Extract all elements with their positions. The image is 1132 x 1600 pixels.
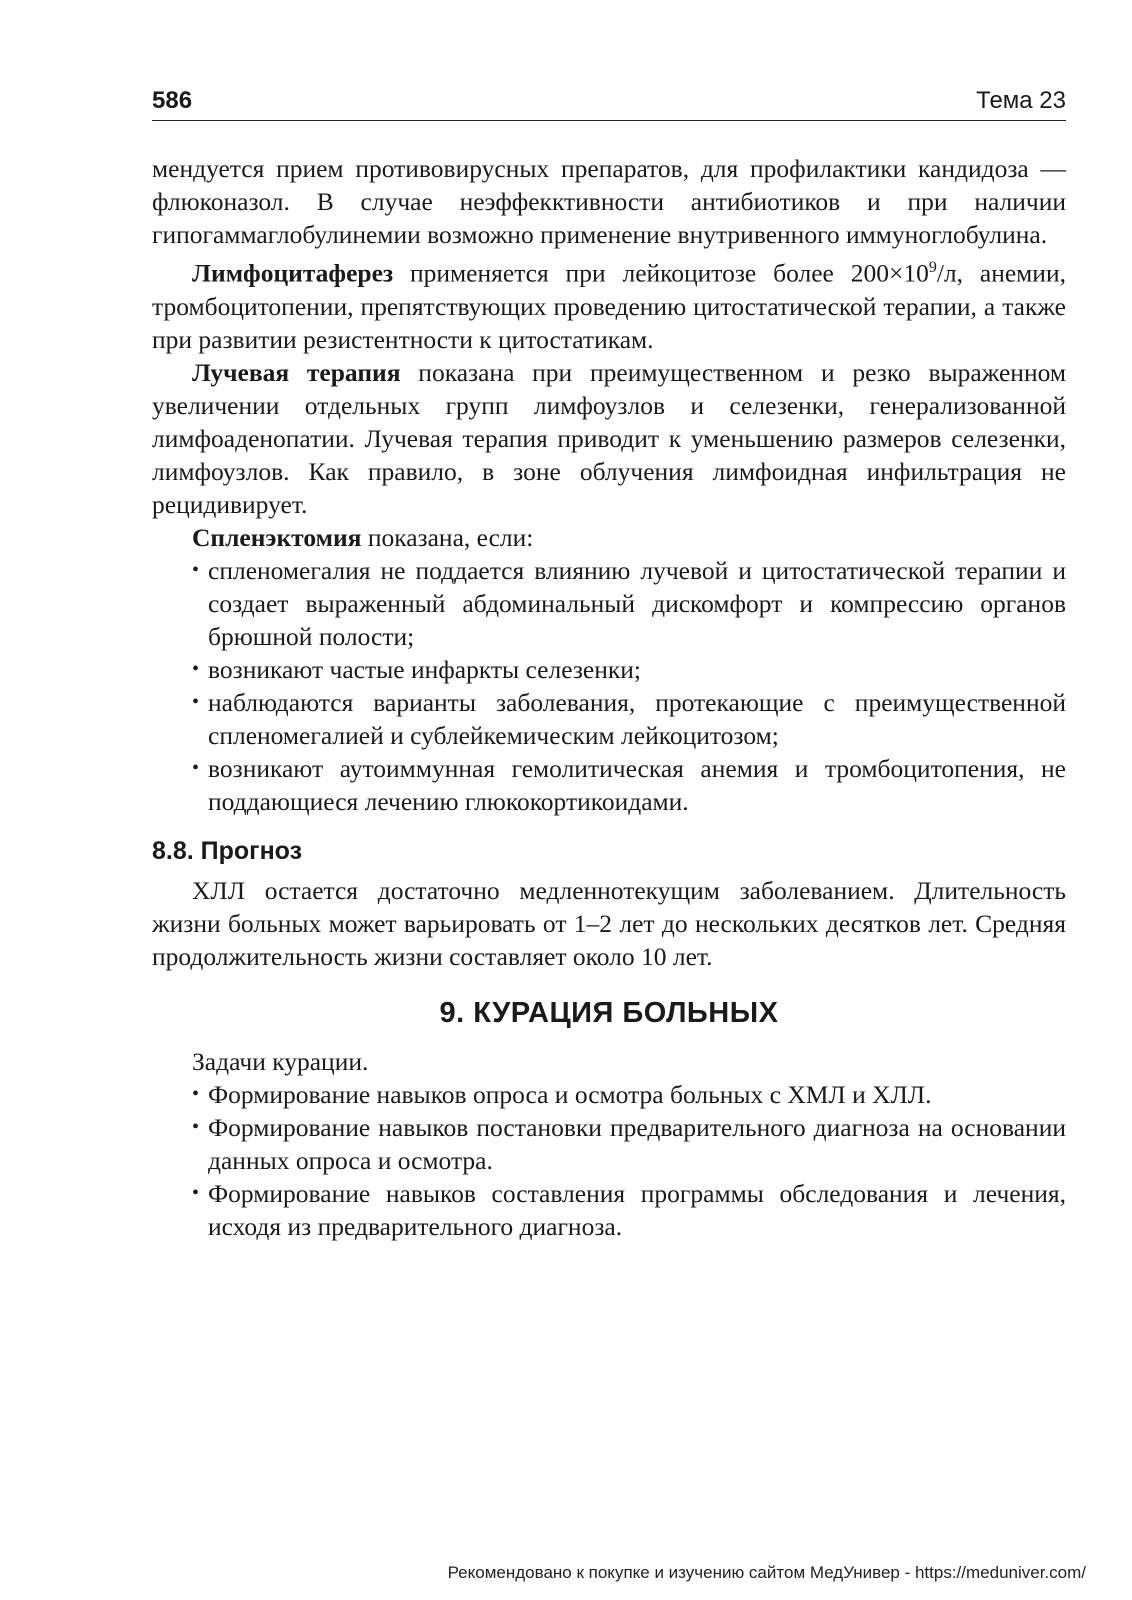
bullet-icon: • <box>192 690 200 713</box>
curation-intro: Задачи курации. <box>192 1046 369 1076</box>
lymphocytapheresis-term: Лимфоцитаферез <box>192 258 394 288</box>
list-item-text: возникают аутоиммунная гемолитическая анемия и тромбоцитопения, не поддающиеся лечению глюкокортикоидами. <box>208 753 1066 816</box>
curation-tasks-list <box>152 1078 1066 1243</box>
bullet-icon: • <box>192 756 200 779</box>
bullet-icon: • <box>192 558 200 581</box>
list-item-text: спленомегалия не поддается влиянию лучевой и цитостатической терапии и создает выраженный абдоминальный дискомфорт и компрессию органов брюшной полости; <box>208 555 1066 651</box>
lymphocytapheresis-paragraph <box>152 251 1066 356</box>
bullet-icon: • <box>192 1082 200 1105</box>
chapter-heading: 9. КУРАЦИЯ БОЛЬНЫХ <box>439 996 779 1029</box>
splenectomy-text: показана, если: <box>361 522 534 552</box>
lymphocytapheresis-text-b: /л, анемии, тромбоцитопении, препятствующих проведению цитостатической терапии, а также при развитии резистентности к цитостатикам. <box>152 258 1066 354</box>
list-item <box>192 1177 1066 1243</box>
running-head <box>152 86 1066 121</box>
lymphocytapheresis-exponent: 9 <box>928 259 937 276</box>
page-number: 586 <box>152 87 193 114</box>
splenectomy-indications-list <box>152 554 1066 818</box>
list-item-text: возникают частые инфаркты селезенки; <box>208 654 642 684</box>
list-item <box>192 554 1066 653</box>
body-text <box>152 152 1066 1243</box>
continuation-paragraph: мендуется прием противовирусных препаратов, для профилактики кандидоза — флюконазол. В случае неэффекктивности антибиотиков и при наличии гипогаммаглобулинемии возможно применение внутривенного иммуноглобулина. <box>152 154 1066 249</box>
list-item <box>192 686 1066 752</box>
bullet-icon: • <box>192 657 200 680</box>
radiotherapy-paragraph <box>152 356 1066 521</box>
bullet-icon: • <box>192 1115 200 1138</box>
radiotherapy-term: Лучевая терапия <box>192 357 401 387</box>
list-item-text: Формирование навыков составления программы обследования и лечения, исходя из предварительного диагноза. <box>208 1178 1066 1241</box>
radiotherapy-text: показана при преимущественном и резко выраженном увеличении отдельных групп лимфоузлов и селезенки, генерализованной лимфоаденопатии. Лучевая терапия приводит к уменьшению размеров селезенки, лимфоузлов. Как правило, в зоне облучения лимфоидная инфильтрация не рецидивирует. <box>152 357 1066 519</box>
list-item <box>192 653 1066 686</box>
theme-label: Тема 23 <box>976 87 1066 114</box>
list-item-text: наблюдаются варианты заболевания, протекающие с преимущественной спленомегалией и сублейкемическим лейкоцитозом; <box>208 687 1066 750</box>
prognosis-heading: 8.8. Прогноз <box>152 836 303 865</box>
bullet-icon: • <box>192 1181 200 1204</box>
list-item-text: Формирование навыков постановки предварительного диагноза на основании данных опроса и осмотра. <box>208 1112 1066 1175</box>
prognosis-paragraph: ХЛЛ остается достаточно медленнотекущим заболеванием. Длительность жизни больных может варьировать от 1–2 лет до нескольких десятков лет. Средняя продолжительность жизни составляет около 10 лет. <box>152 875 1066 971</box>
list-item <box>192 752 1066 818</box>
list-item <box>192 1078 1066 1111</box>
lymphocytapheresis-text-a: применяется при лейкоцитозе более 200×10 <box>393 258 929 288</box>
list-item-text: Формирование навыков опроса и осмотра больных с ХМЛ и ХЛЛ. <box>208 1079 932 1109</box>
list-item <box>192 1111 1066 1177</box>
splenectomy-term: Спленэктомия <box>192 522 362 552</box>
splenectomy-paragraph <box>152 521 1066 554</box>
footer-note: Рекомендовано к покупке и изучению сайтом МедУнивер - https://meduniver.com/ <box>447 1563 1086 1582</box>
